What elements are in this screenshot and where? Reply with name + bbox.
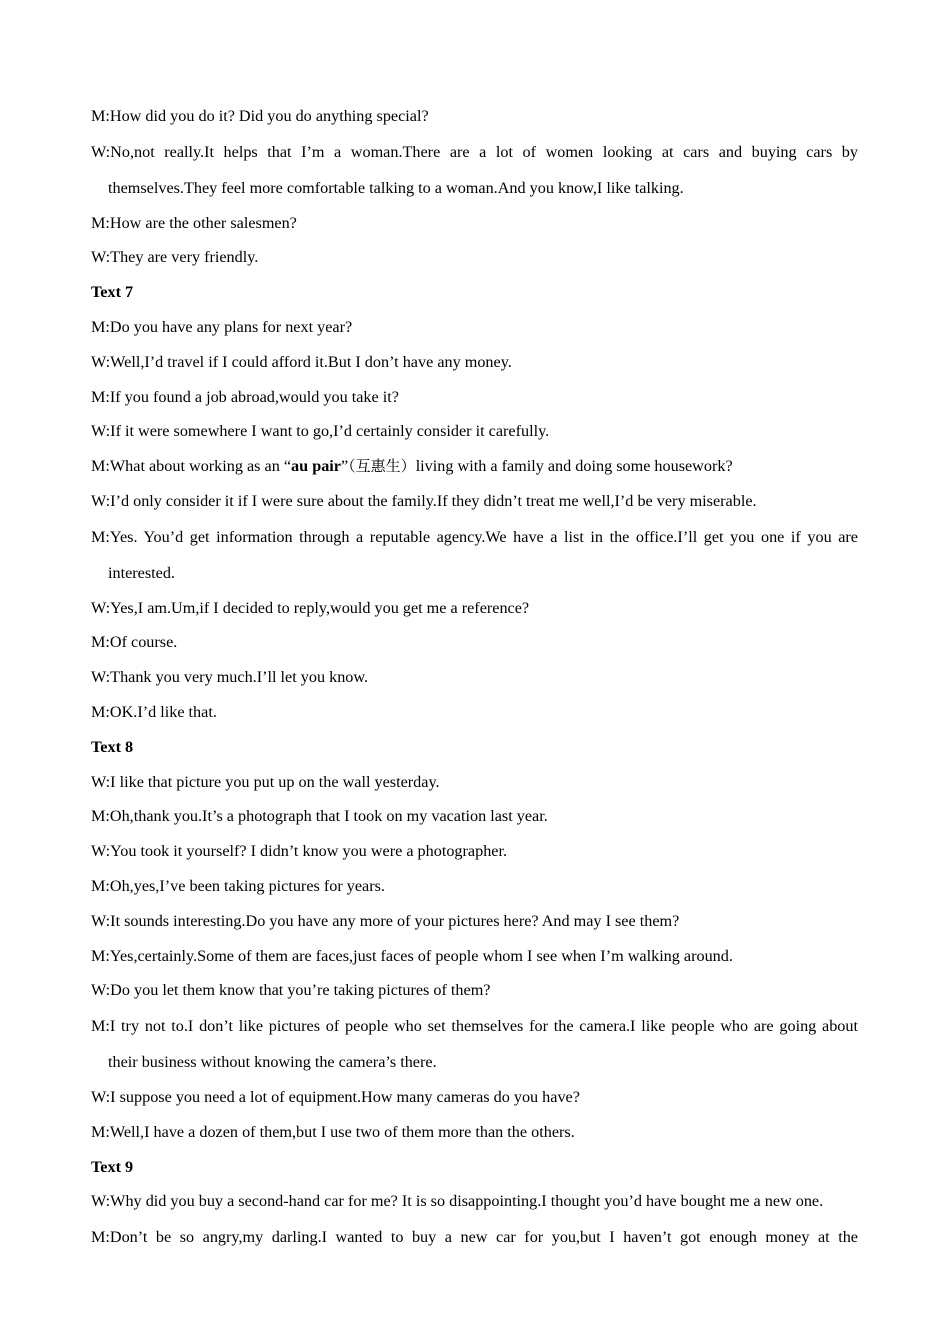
dialogue-line: W:I like that picture you put up on the wall yesterday. [91,772,440,791]
term-au-pair: au pair [291,457,341,476]
dialogue-line: M:Oh,yes,I’ve been taking pictures for years. [91,876,385,895]
dialogue-line: W:Do you let them know that you’re taking pictures of them? [91,981,491,1000]
dialogue-line: W:Thank you very much.I’ll let you know. [91,668,369,687]
dialogue-line [91,449,858,484]
dialogue-paragraph [91,1008,858,1080]
dialogue-line: M:OK.I’d like that. [91,702,217,721]
section-heading-text-9: Text 9 [91,1157,134,1176]
dialogue-line: W:I suppose you need a lot of equipment.How many cameras do you have? [91,1087,580,1106]
dialogue-line: W:Why did you buy a second-hand car for me? It is so disappointing.I thought you’d have bought me a new one. [91,1192,824,1211]
closing-quote: ” [340,457,349,476]
dialogue-line: W:It sounds interesting.Do you have any more of your pictures here? And may I see them? [91,911,680,930]
dialogue-line-continued: their business without knowing the camera’s there. [108,1053,437,1072]
dialogue-text: living with a family and doing some housework? [415,457,733,476]
dialogue-line: W:Yes,I am.Um,if I decided to reply,would you get me a reference? [91,598,530,617]
dialogue-line-continued: themselves.They feel more comfortable talking to a woman.And you know,I like talking. [108,178,684,197]
dialogue-line: M:Yes,certainly.Some of them are faces,just faces of people whom I see when I’m walking around. [91,946,733,965]
dialogue-line: W:Well,I’d travel if I could afford it.But I don’t have any money. [91,352,512,371]
dialogue-line: M:Don’t be so angry,my darling.I wanted to buy a new car for you,but I haven’t got enough money at the [91,1228,858,1247]
chinese-gloss: （互惠生） [348,457,416,476]
dialogue-line: M:I try not to.I don’t like pictures of people who set themselves for the camera.I like people who are going about [91,1017,858,1036]
dialogue-line: M:How did you do it? Did you do anything special? [91,107,429,125]
dialogue-paragraph [91,134,858,206]
dialogue-transcript [91,99,858,1256]
dialogue-paragraph [91,519,858,591]
section-heading-text-7: Text 7 [91,283,134,302]
dialogue-line: W:No,not really.It helps that I’m a woman.There are a lot of women looking at cars and buying cars by [91,142,858,161]
dialogue-line: M:Oh,thank you.It’s a photograph that I took on my vacation last year. [91,807,548,826]
section-heading-text-8: Text 8 [91,737,134,756]
dialogue-line: M:Of course. [91,633,178,652]
dialogue-paragraph [91,1219,858,1256]
dialogue-line: W:If it were somewhere I want to go,I’d certainly consider it carefully. [91,422,550,441]
dialogue-line: W:I’d only consider it if I were sure about the family.If they didn’t treat me well,I’d be very miserable. [91,491,757,510]
dialogue-line: W:You took it yourself? I didn’t know you were a photographer. [91,842,508,861]
dialogue-line: M:Well,I have a dozen of them,but I use two of them more than the others. [91,1122,575,1141]
dialogue-text: M:What about working as an “ [91,457,292,476]
dialogue-line: M:How are the other salesmen? [91,213,297,232]
dialogue-line: M:If you found a job abroad,would you take it? [91,387,399,406]
dialogue-line: W:They are very friendly. [91,248,259,267]
dialogue-line: M:Do you have any plans for next year? [91,317,353,336]
dialogue-line-continued: interested. [108,563,175,582]
dialogue-line: M:Yes. You’d get information through a reputable agency.We have a list in the office.I’ll get you one if you are [91,527,858,546]
